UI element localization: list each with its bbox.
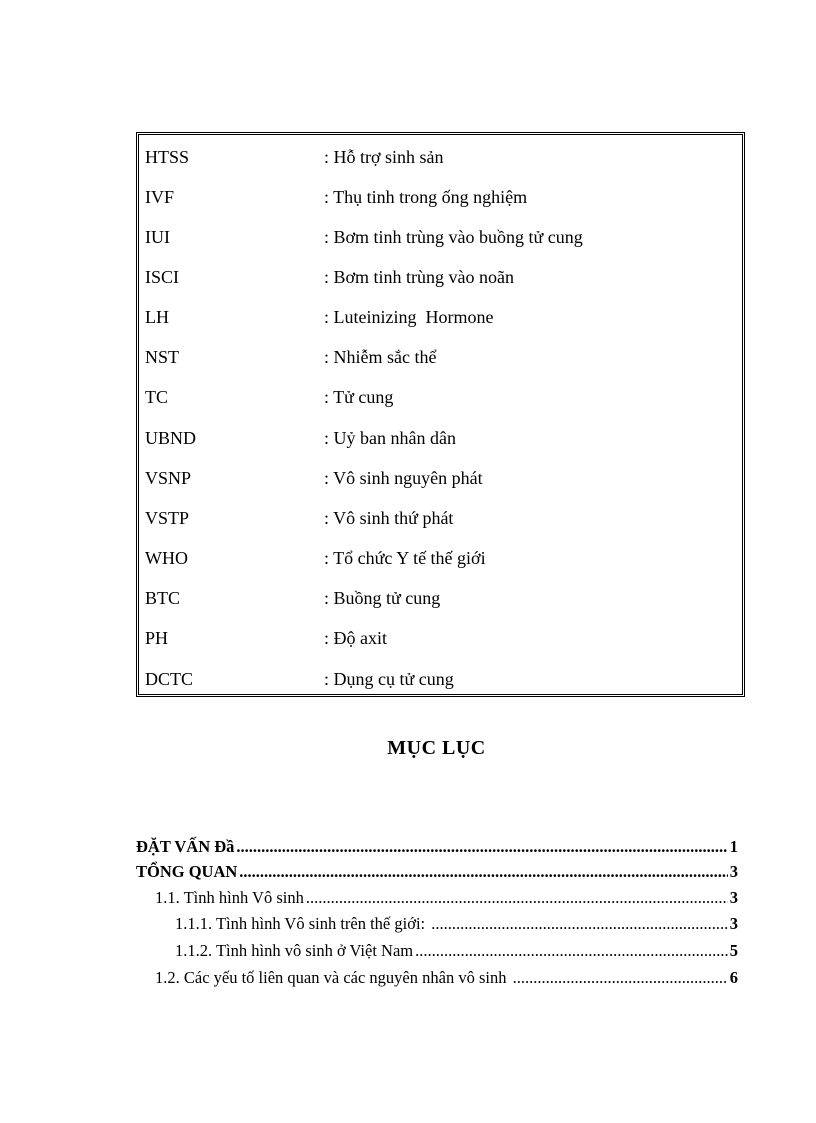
abbreviation-definition: : Vô sinh nguyên phát: [324, 468, 483, 488]
abbreviation-definition: : Tổ chức Y tế thế giới: [324, 548, 486, 568]
toc-entry-label: TỔNG QUAN: [136, 862, 238, 881]
abbreviation-code: ISCI: [145, 267, 180, 287]
toc-entry[interactable]: [155, 886, 738, 910]
abbreviation-definition: : Bơm tinh trùng vào noãn: [324, 267, 515, 287]
abbreviation-definition: : Vô sinh thứ phát: [324, 508, 454, 528]
abbreviation-code: IVF: [145, 187, 175, 207]
toc-entry-page: 5: [729, 941, 738, 960]
toc-dot-leader: [415, 939, 728, 963]
abbreviation-code: BTC: [145, 588, 181, 608]
toc-entry-page: 3: [729, 862, 738, 881]
toc-dot-leader: [513, 966, 728, 990]
toc-entry-label: 1.1.1. Tình hình Vô sinh trên thế giới:: [175, 914, 430, 933]
abbreviation-code: VSTP: [145, 508, 190, 528]
abbreviation-code: IUI: [145, 227, 170, 247]
abbreviation-code: LH: [145, 307, 169, 327]
abbreviation-code: WHO: [145, 548, 188, 568]
toc-title: MỤC LỤC: [387, 737, 486, 759]
toc-entry[interactable]: [175, 939, 738, 963]
abbreviation-definition: : Hỗ trợ sinh sản: [324, 147, 444, 167]
toc-dot-leader: [306, 886, 728, 910]
abbreviation-definition: : Buồng tử cung: [324, 588, 441, 608]
toc-entry[interactable]: [136, 835, 738, 859]
abbreviation-code: HTSS: [145, 147, 190, 167]
abbreviation-definition: : Độ axit: [324, 628, 387, 648]
toc-entry-page: 3: [729, 888, 738, 907]
abbreviation-code: NST: [145, 347, 180, 367]
toc-entry-page: 6: [729, 968, 738, 987]
abbreviation-definition: : Uỷ ban nhân dân: [324, 428, 456, 448]
toc-entry-label: 1.1. Tình hình Vô sinh: [155, 888, 304, 907]
toc-entry-label: ĐẶT VẤN Đầ: [136, 837, 235, 856]
toc-entry[interactable]: [136, 860, 738, 884]
abbreviation-definition: : Nhiễm sắc thể: [324, 347, 437, 367]
abbreviation-definition: : Tử cung: [324, 387, 394, 407]
toc-entry-label: 1.2. Các yếu tố liên quan và các nguyên nhân vô sinh: [155, 968, 511, 987]
abbreviation-table: [136, 132, 745, 697]
toc-dot-leader: [236, 835, 727, 859]
abbreviation-code: VSNP: [145, 468, 192, 488]
abbreviation-definition: : Bơm tinh trùng vào buồng tử cung: [324, 227, 583, 247]
toc-entry-label: 1.1.2. Tình hình vô sinh ở Việt Nam: [175, 941, 414, 960]
toc-entry-page: 3: [729, 914, 738, 933]
abbreviation-code: PH: [145, 628, 169, 648]
abbreviation-definition: : Luteinizing Hormone: [324, 307, 494, 327]
abbreviation-code: TC: [145, 387, 169, 407]
toc-entry[interactable]: [175, 912, 738, 936]
toc-dot-leader: [239, 860, 727, 884]
abbreviation-definition: : Dụng cụ tử cung: [324, 669, 454, 689]
abbreviation-code: UBND: [145, 428, 197, 448]
toc-dot-leader: [431, 912, 728, 936]
abbreviation-definition: : Thụ tinh trong ống nghiệm: [324, 187, 528, 207]
toc-entry-page: 1: [729, 837, 738, 856]
abbreviation-code: DCTC: [145, 669, 194, 689]
toc-entry[interactable]: [155, 966, 738, 990]
